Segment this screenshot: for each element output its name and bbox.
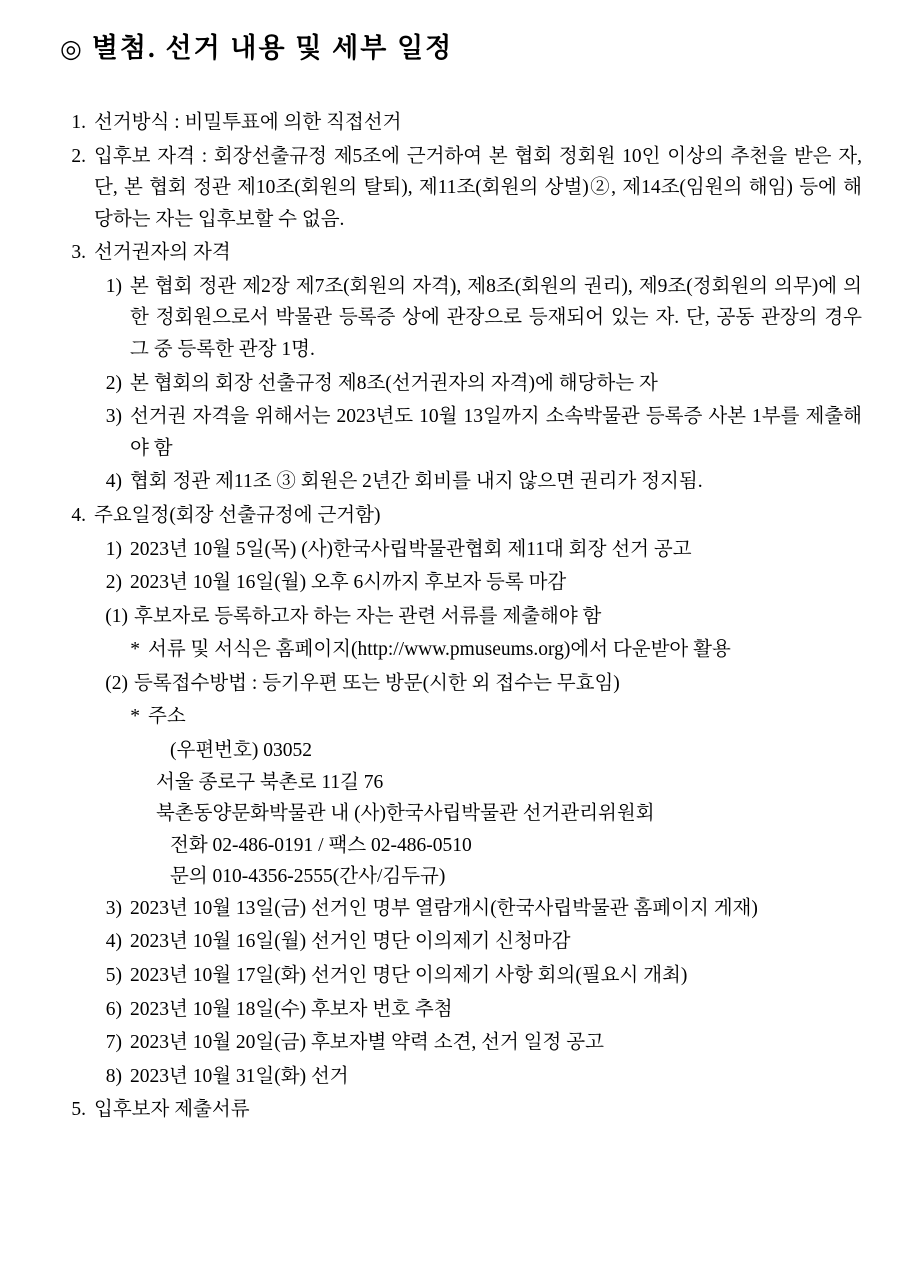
list-item xyxy=(94,601,862,633)
list-text: 2023년 10월 13일(금) 선거인 명부 열람개시(한국사립박물관 홈페이지 게재) xyxy=(130,897,758,919)
list-text: 주요일정(회장 선출규정에 근거함) xyxy=(94,504,381,526)
list-text: 입후보자 제출서류 xyxy=(94,1099,250,1121)
list-item xyxy=(94,534,862,566)
note-marker: * xyxy=(130,706,140,728)
list-marker: 3. xyxy=(71,242,86,264)
list-text: 본 협회의 회장 선출규정 제8조(선거권자의 자격)에 해당하는 자 xyxy=(130,372,658,394)
list-item xyxy=(94,893,862,925)
list-text: 선거방식 : 비밀투표에 의한 직접선거 xyxy=(94,112,402,133)
list-text: 본 협회 정관 제2장 제7조(회원의 자격), 제8조(회원의 권리), 제9조(정회원의 의무)에 의한 정회원으로서 박물관 등록증 상에 관장으로 등재되어 있는 자. 단, 공동 관장의 경우 그 중 등록한 관장 1명. xyxy=(130,275,862,361)
list-text: 선거권자의 자격 xyxy=(94,242,231,264)
list-marker: (2) xyxy=(105,672,128,694)
list-text: 입후보 자격 : 회장선출규정 제5조에 근거하여 본 협회 정회원 10인 이상의 추천을 받은 자, 단, 본 협회 정관 제10조(회원의 탈퇴), 제11조(회원의 상벌)②, 제14조(임원의 해임) 등에 해당하는 자는 입후보할 수 없음. xyxy=(94,145,862,230)
list-item xyxy=(60,500,862,532)
address-line: 문의 010-4356-2555(간사/김두규) xyxy=(170,866,446,888)
title-text: 별첨. 선거 내용 및 세부 일정 xyxy=(91,33,454,63)
list-marker: 2. xyxy=(71,145,86,167)
list-item xyxy=(60,107,862,139)
list-text: 협회 정관 제11조 ③ 회원은 2년간 회비를 내지 않으면 권리가 정지됨. xyxy=(130,471,703,493)
list-item xyxy=(60,1094,862,1126)
address-line: 전화 02-486-0191 / 팩스 02-486-0510 xyxy=(170,834,472,856)
list-marker: 6) xyxy=(105,998,122,1020)
list-item xyxy=(94,271,862,366)
page-title xyxy=(60,26,862,65)
list-item xyxy=(94,994,862,1026)
address-line: 서울 종로구 북촌로 11길 76 xyxy=(156,771,384,793)
list-marker: 3) xyxy=(105,897,122,919)
note-marker: * xyxy=(130,639,140,661)
list-marker: 1) xyxy=(105,275,122,297)
list-text: 선거권 자격을 위해서는 2023년도 10월 13일까지 소속박물관 등록증 사본 1부를 제출해야 함 xyxy=(130,406,862,459)
list-marker: 2) xyxy=(105,572,122,594)
list-text: 2023년 10월 20일(금) 후보자별 약력 소견, 선거 일정 공고 xyxy=(130,1032,604,1054)
list-marker: 4) xyxy=(105,931,122,953)
list-text: 등록접수방법 : 등기우편 또는 방문(시한 외 접수는 무효임) xyxy=(134,672,620,694)
list-item xyxy=(94,668,862,700)
list-item xyxy=(94,401,862,464)
list-marker: 7) xyxy=(105,1032,122,1054)
list-text: 2023년 10월 31일(화) 선거 xyxy=(130,1065,349,1087)
note-item xyxy=(126,701,862,733)
note-item xyxy=(126,634,862,666)
list-item xyxy=(94,1027,862,1059)
list-text: 후보자로 등록하고자 하는 자는 관련 서류를 제출해야 함 xyxy=(134,605,602,627)
list-marker: 4. xyxy=(71,504,86,526)
note-text: 서류 및 서식은 홈페이지(http://www.pmuseums.org)에서 다운받아 활용 xyxy=(148,639,731,661)
list-marker: 2) xyxy=(105,372,122,394)
note-text: 주소 xyxy=(148,706,186,728)
list-marker: 4) xyxy=(105,471,122,493)
document-body xyxy=(38,107,862,1126)
list-marker: 3) xyxy=(105,406,122,428)
list-text: 2023년 10월 16일(월) 선거인 명단 이의제기 신청마감 xyxy=(130,931,571,953)
list-marker: (1) xyxy=(105,605,128,627)
list-item xyxy=(94,926,862,958)
list-text: 2023년 10월 16일(월) 오후 6시까지 후보자 등록 마감 xyxy=(130,572,567,594)
list-item xyxy=(94,960,862,992)
list-item xyxy=(60,237,862,269)
list-text: 2023년 10월 17일(화) 선거인 명단 이의제기 사항 회의(필요시 개최) xyxy=(130,965,688,987)
list-text: 2023년 10월 18일(수) 후보자 번호 추첨 xyxy=(130,998,453,1020)
list-marker: 1. xyxy=(71,112,86,133)
list-text: 2023년 10월 5일(목) (사)한국사립박물관협회 제11대 회장 선거 공고 xyxy=(130,538,692,560)
list-marker: 5. xyxy=(71,1099,86,1121)
list-item xyxy=(60,141,862,236)
address-line: 북촌동양문화박물관 내 (사)한국사립박물관 선거관리위원회 xyxy=(156,803,655,825)
list-marker: 8) xyxy=(105,1065,122,1087)
list-marker: 1) xyxy=(105,538,122,560)
list-item xyxy=(94,567,862,599)
list-item xyxy=(94,466,862,498)
list-marker: 5) xyxy=(105,965,122,987)
address-line: (우편번호) 03052 xyxy=(170,739,312,761)
list-item xyxy=(94,1061,862,1093)
list-item xyxy=(94,368,862,400)
title-marker-icon: ◎ xyxy=(60,36,84,63)
